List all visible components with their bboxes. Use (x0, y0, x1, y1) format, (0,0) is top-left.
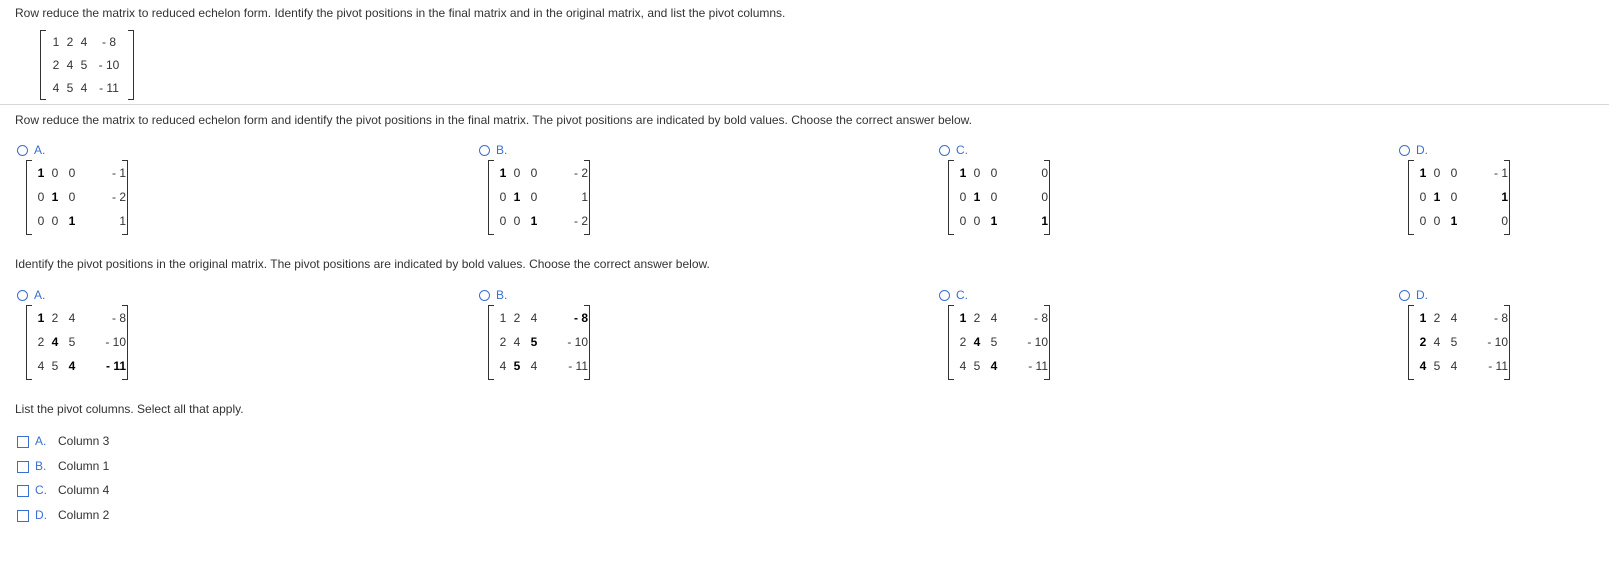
part3-prompt: List the pivot columns. Select all that apply. (15, 402, 244, 416)
part2-option-b-matrix (488, 305, 590, 378)
matrix-cell: 0 (51, 166, 59, 180)
pivot-column-option-a-label[interactable]: A. (35, 434, 47, 448)
matrix-cell: 1 (119, 214, 126, 228)
matrix-cell: - 8 (573, 311, 588, 325)
matrix-cell: 1 (1419, 166, 1427, 180)
cell: - 8 (101, 34, 116, 49)
part2-option-d-radio[interactable] (1399, 290, 1410, 301)
matrix-cell: 0 (513, 166, 521, 180)
part1-option-d-label[interactable]: D. (1416, 143, 1428, 157)
original-matrix (40, 30, 134, 98)
matrix-cell: 1 (513, 190, 521, 204)
question-text: Row reduce the matrix to reduced echelon form. Identify the pivot positions in the final matrix and in the original matrix, and list the pivot columns. (15, 6, 786, 20)
part2-option-b-label[interactable]: B. (496, 288, 508, 302)
part1-option-a-radio[interactable] (17, 145, 28, 156)
matrix-cell: 2 (37, 335, 45, 349)
matrix-cell: 1 (1450, 214, 1458, 228)
matrix-cell: 1 (37, 166, 45, 180)
cell: 4 (66, 57, 74, 72)
matrix-cell: 4 (990, 311, 998, 325)
part2-option-a-matrix (26, 305, 128, 378)
matrix-cell: 0 (1501, 214, 1508, 228)
matrix-cell: 0 (51, 214, 59, 228)
matrix-cell: 1 (37, 311, 45, 325)
matrix-cell: 2 (1433, 311, 1441, 325)
matrix-cell: - 1 (1493, 166, 1508, 180)
matrix-cell: - 8 (1493, 311, 1508, 325)
matrix-cell: 5 (1433, 359, 1441, 373)
part1-option-c-radio[interactable] (939, 145, 950, 156)
part2-option-c-matrix (948, 305, 1050, 378)
matrix-cell: 1 (1433, 190, 1441, 204)
matrix-cell: 5 (990, 335, 998, 349)
matrix-cell: - 11 (105, 359, 126, 373)
matrix-cell: 1 (499, 166, 507, 180)
matrix-cell: 1 (990, 214, 998, 228)
matrix-cell: 0 (990, 190, 998, 204)
matrix-cell: - 10 (567, 335, 588, 349)
matrix-cell: 5 (530, 335, 538, 349)
part1-option-a-matrix (26, 160, 128, 233)
matrix-cell: - 2 (573, 166, 588, 180)
pivot-column-option-c-label[interactable]: C. (35, 483, 47, 497)
matrix-cell: - 8 (111, 311, 126, 325)
matrix-cell: 0 (1419, 190, 1427, 204)
cell: 4 (80, 80, 88, 95)
matrix-cell: 0 (530, 190, 538, 204)
matrix-cell: 4 (51, 335, 59, 349)
matrix-cell: 4 (990, 359, 998, 373)
matrix-cell: 1 (1041, 214, 1048, 228)
matrix-cell: 1 (1501, 190, 1508, 204)
matrix-cell: 2 (499, 335, 507, 349)
matrix-cell: 1 (959, 166, 967, 180)
matrix-cell: - 10 (1027, 335, 1048, 349)
cell: - 10 (98, 57, 120, 72)
part1-option-d-radio[interactable] (1399, 145, 1410, 156)
matrix-cell: 5 (513, 359, 521, 373)
matrix-cell: 4 (530, 359, 538, 373)
pivot-column-option-b-text[interactable]: Column 1 (58, 458, 110, 473)
matrix-cell: 0 (68, 166, 76, 180)
matrix-cell: 2 (513, 311, 521, 325)
matrix-cell: 0 (959, 190, 967, 204)
pivot-column-option-c-text[interactable]: Column 4 (58, 483, 110, 497)
part1-option-b-matrix (488, 160, 590, 233)
matrix-cell: 0 (513, 214, 521, 228)
matrix-cell: 0 (68, 190, 76, 204)
cell: 2 (66, 34, 74, 49)
part2-option-d-label[interactable]: D. (1416, 288, 1428, 302)
matrix-cell: - 1 (111, 166, 126, 180)
matrix-cell: 0 (959, 214, 967, 228)
part2-prompt: Identify the pivot positions in the original matrix. The pivot positions are indicated by bold values. Choose the correct answer below. (15, 257, 710, 271)
matrix-cell: 1 (530, 214, 538, 228)
matrix-cell: 0 (973, 214, 981, 228)
matrix-cell: 0 (1433, 166, 1441, 180)
matrix-cell: 0 (1419, 214, 1427, 228)
matrix-cell: 2 (973, 311, 981, 325)
part1-option-b-radio[interactable] (479, 145, 490, 156)
matrix-cell: 0 (499, 214, 507, 228)
matrix-cell: 4 (513, 335, 521, 349)
matrix-cell: 1 (68, 214, 76, 228)
matrix-cell: 1 (1419, 311, 1427, 325)
part2-option-c-radio[interactable] (939, 290, 950, 301)
part1-option-c-matrix (948, 160, 1050, 233)
part2-option-d-matrix (1408, 305, 1510, 378)
matrix-cell: 0 (1433, 214, 1441, 228)
pivot-column-option-a-text[interactable]: Column 3 (58, 434, 110, 448)
matrix-cell: 5 (1450, 335, 1458, 349)
pivot-column-option-b-label[interactable]: B. (35, 458, 47, 473)
cell: 5 (66, 80, 74, 95)
cell: 1 (52, 34, 60, 49)
matrix-cell: 0 (990, 166, 998, 180)
pivot-column-option-d-label[interactable]: D. (35, 507, 47, 522)
cell: 4 (80, 34, 88, 49)
matrix-cell: - 10 (105, 335, 126, 349)
cell: 4 (52, 80, 60, 95)
matrix-cell: 0 (1041, 166, 1048, 180)
matrix-cell: 4 (1419, 359, 1427, 373)
matrix-cell: 4 (973, 335, 981, 349)
matrix-cell: 1 (499, 311, 507, 325)
part1-prompt: Row reduce the matrix to reduced echelon form and identify the pivot positions in the final matrix. The pivot positions are indicated by bold values. Choose the correct answer below. (15, 113, 972, 127)
part1-option-c-label[interactable]: C. (956, 143, 968, 157)
matrix-cell: - 11 (1028, 359, 1048, 373)
matrix-cell: 1 (959, 311, 967, 325)
matrix-cell: - 11 (568, 359, 588, 373)
matrix-cell: 1 (973, 190, 981, 204)
part2-option-b-radio[interactable] (479, 290, 490, 301)
matrix-cell: 0 (973, 166, 981, 180)
matrix-cell: 4 (1433, 335, 1441, 349)
pivot-column-option-d-text[interactable]: Column 2 (58, 507, 110, 522)
part2-option-c-label[interactable]: C. (956, 288, 968, 302)
matrix-cell: 5 (973, 359, 981, 373)
matrix-cell: - 8 (1033, 311, 1048, 325)
matrix-cell: - 2 (573, 214, 588, 228)
matrix-cell: 2 (51, 311, 59, 325)
matrix-cell: - 2 (111, 190, 126, 204)
part1-option-d-matrix (1408, 160, 1510, 233)
cell: 5 (80, 57, 88, 72)
pivot-column-option-c-checkbox[interactable] (17, 485, 29, 497)
matrix-cell: 4 (68, 359, 76, 373)
matrix-cell: 0 (499, 190, 507, 204)
matrix-cell: 0 (1041, 190, 1048, 204)
matrix-cell: 4 (1450, 311, 1458, 325)
matrix-cell: 0 (37, 190, 45, 204)
part1-option-a-label[interactable]: A. (34, 143, 46, 157)
matrix-cell: 4 (530, 311, 538, 325)
matrix-cell: 5 (68, 335, 76, 349)
matrix-cell: 4 (959, 359, 967, 373)
matrix-cell: 2 (1419, 335, 1427, 349)
matrix-cell: 0 (1450, 190, 1458, 204)
cell: - 11 (99, 80, 119, 95)
matrix-cell: 4 (499, 359, 507, 373)
matrix-cell: 0 (37, 214, 45, 228)
matrix-cell: 4 (1450, 359, 1458, 373)
matrix-cell: 1 (51, 190, 59, 204)
matrix-cell: 2 (959, 335, 967, 349)
matrix-cell: 4 (37, 359, 45, 373)
pivot-column-option-b-checkbox[interactable] (17, 461, 29, 473)
matrix-cell: - 11 (1488, 359, 1508, 373)
matrix-cell: 4 (68, 311, 76, 325)
pivot-column-option-d-checkbox[interactable] (17, 510, 29, 522)
section-divider (0, 104, 1609, 105)
matrix-cell: 1 (581, 190, 588, 204)
matrix-cell: 0 (1450, 166, 1458, 180)
matrix-cell: 0 (530, 166, 538, 180)
part2-option-a-radio[interactable] (17, 290, 28, 301)
matrix-cell: - 10 (1487, 335, 1508, 349)
matrix-cell: 5 (51, 359, 59, 373)
part2-option-a-label[interactable]: A. (34, 288, 46, 302)
pivot-column-option-a-checkbox[interactable] (17, 436, 29, 448)
cell: 2 (52, 57, 60, 72)
part1-option-b-label[interactable]: B. (496, 143, 508, 157)
